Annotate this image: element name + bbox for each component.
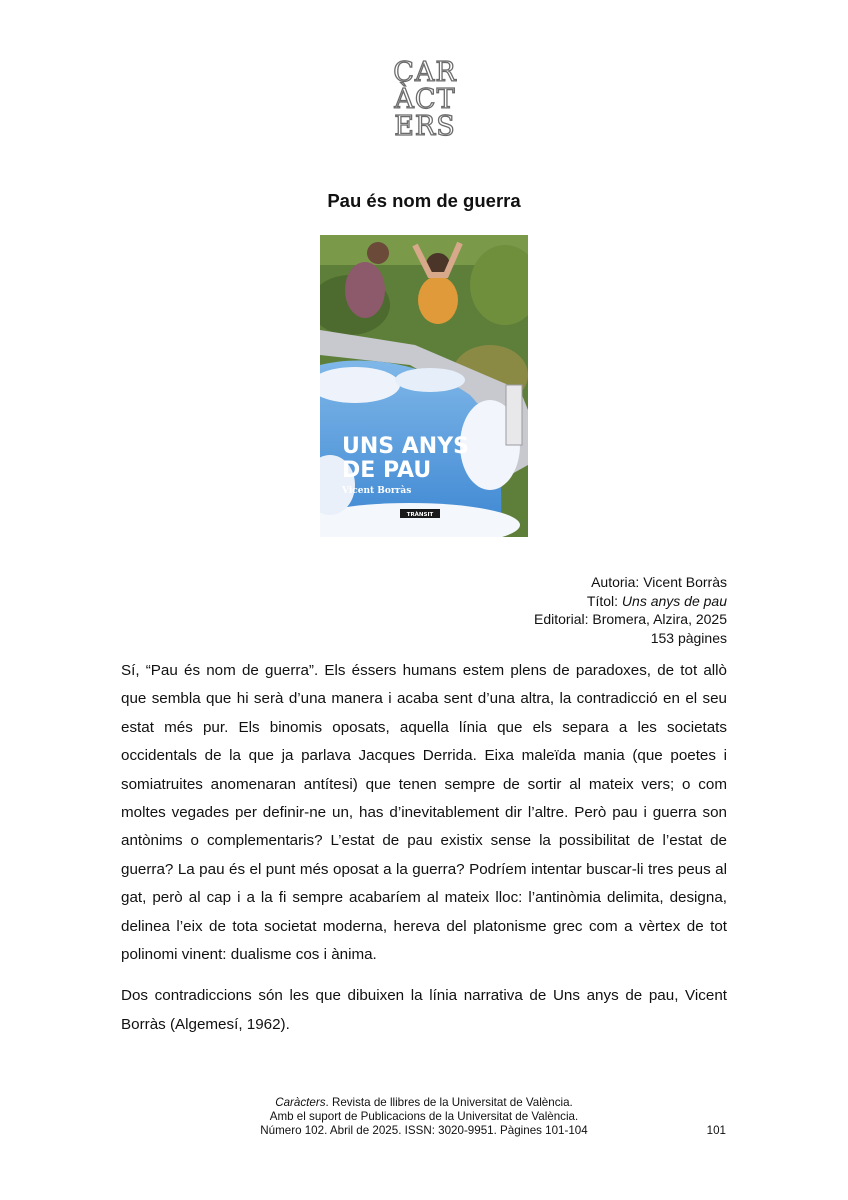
review-body bbox=[121, 657, 727, 1052]
meta-pages: 153 pàgines bbox=[650, 629, 727, 646]
footer-line3: Número 102. Abril de 2025. ISSN: 3020-9951. Pàgines 101-104 bbox=[260, 1124, 588, 1138]
logo-line1: CAR bbox=[393, 57, 457, 88]
review-title: Pau és nom de guerra bbox=[327, 190, 521, 211]
logo-line3: ERS bbox=[394, 111, 456, 142]
footer-line1: Caràcters. Revista de llibres de la Universitat de València. bbox=[275, 1096, 573, 1109]
cover-title-line1: UNS ANYS bbox=[342, 434, 469, 459]
book-metadata bbox=[534, 573, 727, 647]
paragraph: Sí, “Pau és nom de guerra”. Els éssers humans estem plens de paradoxes, de tot allò que sembla que hi serà d’una manera i acaba sent d’una altra, la contradicció en el seu estat més pur. Els binomis oposats, aquella línia que els separa a les societats occidentals de la que ja parlava Jacques Derrida. Eixa maleïda mania (que poetes i somiatruites anomenaran antítesi) que tenen sempre de sortir al mateix vers; o com moltes vegades per definir-ne un, has d’inevitablement dir l’altre. Però pau i guerra son antònims o complementaris? L’estat de pau existix sense la possibilitat de l’estat de guerra? La pau és el punt més oposat a la guerra? Podríem intentar buscar-li tres peus al gat, però al cap i a la fi sempre acabaríem al mateix lloc: l’antinòmia delimita, designa, delinea l’eix de tota societat moderna, hereva del platonisme grec com a vèrtex de tot polinomi vinent: dualisme cos i ànima. bbox=[121, 662, 727, 964]
cover-publisher-badge: TRÀNSIT bbox=[406, 512, 434, 518]
paragraph: Dos contradiccions són les que dibuixen la línia narrativa de Uns anys de pau, Vicent Borràs (Algemesí, 1962). bbox=[121, 987, 727, 1033]
meta-editorial: Editorial: Bromera, Alzira, 2025 bbox=[534, 611, 727, 627]
book-cover bbox=[320, 235, 528, 537]
cover-title-line2: DE PAU bbox=[342, 458, 432, 483]
cover-author: Vicent Borràs bbox=[342, 486, 412, 496]
footer-line2: Amb el suport de Publicacions de la Universitat de València. bbox=[269, 1110, 579, 1124]
logo-line2: ÀCT bbox=[394, 84, 456, 115]
meta-author: Autoria: Vicent Borràs bbox=[591, 574, 727, 590]
meta-title: Títol: Uns anys de pau bbox=[586, 592, 727, 609]
journal-logo bbox=[384, 56, 466, 142]
page-number: 101 bbox=[706, 1124, 726, 1137]
